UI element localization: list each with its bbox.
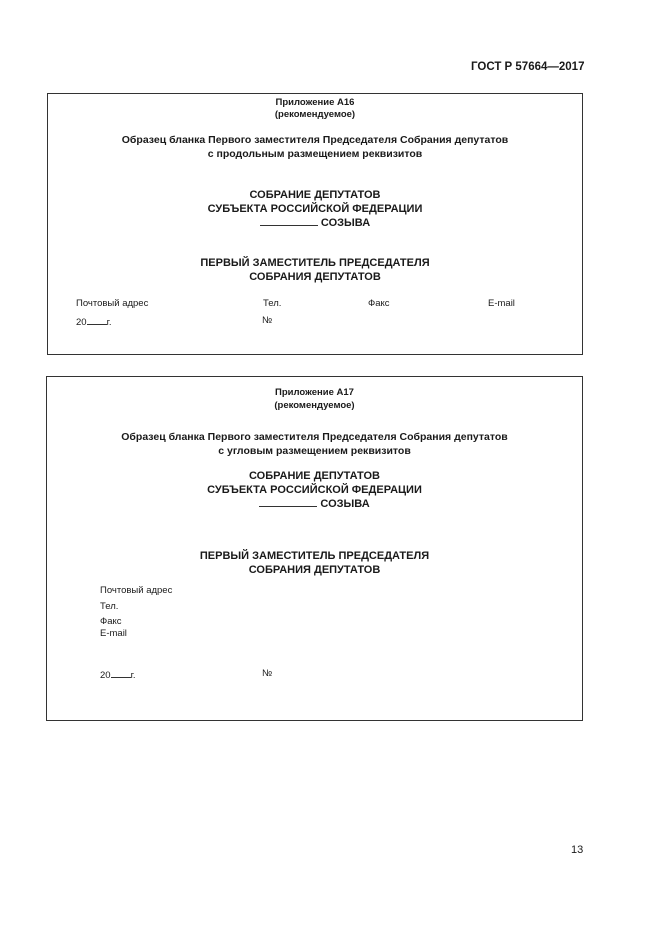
date-field: 20 г.	[76, 317, 112, 328]
fax-label: Факс	[368, 298, 390, 309]
document-code: ГОСТ Р 57664—2017	[471, 61, 585, 73]
org-name-line1: СОБРАНИЕ ДЕПУТАТОВ	[249, 470, 380, 482]
date-blank	[87, 315, 107, 325]
number-sign: №	[262, 315, 273, 326]
position-line2: СОБРАНИЯ ДЕПУТАТОВ	[248, 564, 381, 576]
convocation-blank	[259, 497, 317, 507]
convocation-line: СОЗЫВА	[47, 497, 582, 511]
fax-label: Факс	[100, 616, 122, 627]
org-name-line2: СУБЪЕКТА РОССИЙСКОЙ ФЕДЕРАЦИИ	[207, 203, 423, 215]
annex-a16-label: Приложение А16	[275, 97, 355, 108]
position-line2: СОБРАНИЯ ДЕПУТАТОВ	[249, 271, 381, 283]
phone-label: Тел.	[263, 298, 282, 309]
postal-address-label: Почтовый адрес	[100, 585, 173, 596]
convocation-blank	[260, 216, 318, 226]
postal-address-label: Почтовый адрес	[76, 298, 149, 309]
annex-a17-title-line1: Образец бланка Первого заместителя Председателя Собрания депутатов	[121, 431, 508, 443]
position-line1: ПЕРВЫЙ ЗАМЕСТИТЕЛЬ ПРЕДСЕДАТЕЛЯ	[199, 550, 430, 562]
position-line1: ПЕРВЫЙ ЗАМЕСТИТЕЛЬ ПРЕДСЕДАТЕЛЯ	[200, 257, 430, 269]
annex-a16-status: (рекомендуемое)	[274, 109, 356, 120]
annex-a16-title-line2: с продольным размещением реквизитов	[207, 148, 423, 160]
org-name-line1: СОБРАНИЕ ДЕПУТАТОВ	[249, 189, 381, 201]
convocation-line: СОЗЫВА	[48, 216, 582, 230]
annex-a17-label: Приложение А17	[275, 387, 354, 398]
org-name-line2: СУБЪЕКТА РОССИЙСКОЙ ФЕДЕРАЦИИ	[207, 484, 422, 496]
email-label: E-mail	[100, 628, 127, 639]
date-field: 20 г.	[100, 670, 136, 681]
page-number: 13	[571, 844, 584, 856]
annex-a17-form-sample	[46, 376, 583, 721]
annex-a16-title-line1: Образец бланка Первого заместителя Председателя Собрания депутатов	[121, 134, 509, 146]
number-sign: №	[262, 668, 273, 679]
phone-label: Тел.	[100, 601, 119, 612]
date-blank	[111, 668, 131, 678]
annex-a16-form-sample	[47, 93, 583, 355]
annex-a17-status: (рекомендуемое)	[274, 400, 355, 411]
email-label: E-mail	[488, 298, 515, 309]
annex-a17-title-line2: с угловым размещением реквизитов	[218, 445, 411, 457]
